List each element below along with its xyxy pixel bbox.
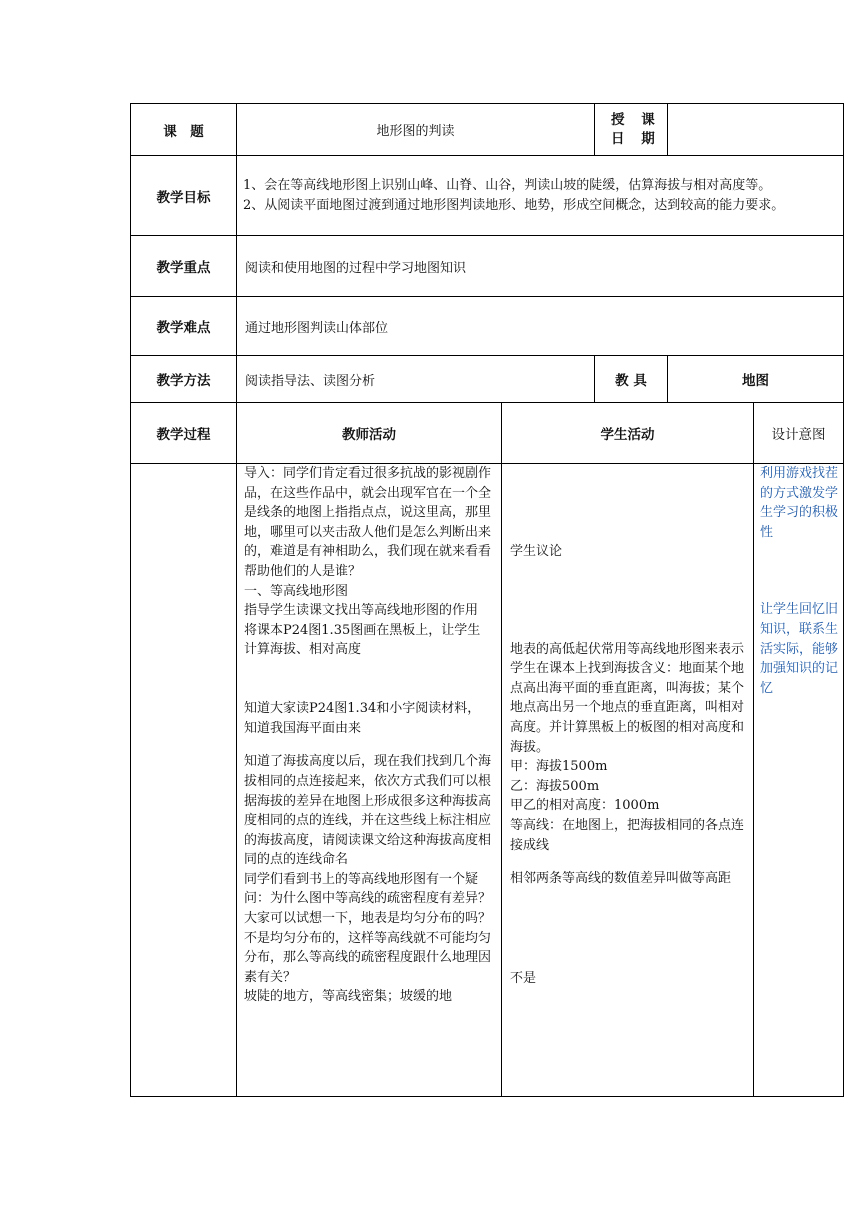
date-label-line1: 授 课: [611, 111, 661, 128]
topic-row: [131, 104, 844, 156]
difficulties-label: 教学难点: [131, 297, 237, 356]
teacher-section-heading: 一、等高线地形图: [244, 583, 349, 599]
difficulties-value: 通过地形图判读山体部位: [237, 297, 844, 356]
process-label: 教学过程: [131, 403, 237, 464]
lesson-plan-table: [130, 103, 844, 1097]
student-surface: 地表的高低起伏常用等高线地形图来表示: [510, 641, 745, 657]
student-altitude: 学生在课本上找到海拔含义：地面某个地点高出海平面的垂直距离，叫海拔；某个地点高出另一个地点的垂直距离，叫相对高度。并计算黑板上的板图的相对高度和海拔。: [510, 661, 745, 755]
design-intent-header: 设计意图: [754, 403, 844, 464]
goals-row: [131, 156, 844, 236]
teacher-question: 同学们看到书上的等高线地形图有一个疑问：为什么图中等高线的疏密程度有差异？大家可以试想一下，地表是均匀分布的吗？: [244, 871, 492, 927]
student-discuss: 学生议论: [510, 544, 563, 559]
topic-value: 地形图的判读: [237, 104, 595, 156]
student-activity-header: 学生活动: [502, 403, 754, 464]
student-activity-cell: [502, 464, 754, 1097]
difficulties-row: [131, 297, 844, 356]
student-a: 甲：海拔1500m: [510, 759, 608, 775]
teacher-intro: 导入：同学们肯定看过很多抗战的影视剧作品，在这些作品中，就会出现军官在一个全是线条的地图上指指点点，说这里高，那里地，哪里可以夹击敌人他们是怎么判断出来的，难道是有神相助么，我们现在就来看看帮助他们的人是谁？: [244, 466, 492, 579]
method-value: 阅读指导法、读图分析: [237, 356, 595, 403]
key-points-row: [131, 236, 844, 297]
key-points-label: 教学重点: [131, 236, 237, 297]
date-label-line2: 日 期: [611, 130, 661, 147]
teacher-guide: 指导学生读课文找出等高线地形图的作用: [244, 603, 479, 619]
method-row: [131, 356, 844, 403]
teacher-answer: 不是均匀分布的，这样等高线就不可能均匀分布，那么等高线的疏密程度跟什么地理因素有关？: [244, 930, 492, 985]
date-label: [595, 104, 668, 156]
process-body-row: [131, 464, 844, 1097]
process-empty-cell: [131, 464, 237, 1097]
goals-line-1: 1、会在等高线地形图上识别山峰、山脊、山谷，判读山坡的陡缓，估算海拔与相对高度等。: [243, 178, 772, 193]
goals-label: 教学目标: [131, 156, 237, 236]
goals-line-2: 2、从阅读平面地图过渡到通过地形图判读地形、地势，形成空间概念，达到较高的能力要求。: [243, 197, 785, 213]
student-interval: 相邻两条等高线的数值差异叫做等高距: [510, 871, 732, 887]
goals-value: [237, 156, 844, 236]
student-relative: 甲乙的相对高度：1000m: [510, 798, 660, 814]
tools-value: 地图: [668, 356, 844, 403]
tools-label: 教 具: [595, 356, 668, 403]
topic-label: 课 题: [131, 104, 237, 156]
teacher-connect: 知道了海拔高度以后，现在我们找到几个海拔相同的点连接起来，依次方式我们可以根据海拔的差异在地图上形成很多这种海拔高度相同的点的连线，并在这些线上标注相应的海拔高度，请阅读课文给这种海拔高度相同的点的连线命名: [244, 754, 492, 868]
teacher-slope: 坡陡的地方，等高线密集；坡缓的地: [244, 989, 453, 1005]
teacher-activity-cell: [237, 464, 502, 1097]
date-value: [668, 104, 844, 156]
design-recall: 让学生回忆旧知识，联系生活实际，能够加强知识的记忆: [760, 602, 839, 696]
student-b: 乙：海拔500m: [510, 778, 600, 794]
design-intent-cell: [754, 464, 844, 1097]
design-game: 利用游戏找茬的方式激发学生学习的积极性: [760, 466, 839, 540]
method-label: 教学方法: [131, 356, 237, 403]
teacher-draw: 将课本P24图1.35图画在黑板上，让学生计算海拔、相对高度: [244, 622, 481, 658]
student-no: 不是: [510, 970, 537, 986]
teacher-read-map: 知道大家读P24图1.34和小字阅读材料，知道我国海平面由来: [244, 701, 481, 736]
process-header-row: [131, 403, 844, 464]
key-points-value: 阅读和使用地图的过程中学习地图知识: [237, 236, 844, 297]
teacher-activity-header: 教师活动: [237, 403, 502, 464]
student-contour: 等高线：在地图上，把海拔相同的各点连接成线: [510, 817, 745, 853]
